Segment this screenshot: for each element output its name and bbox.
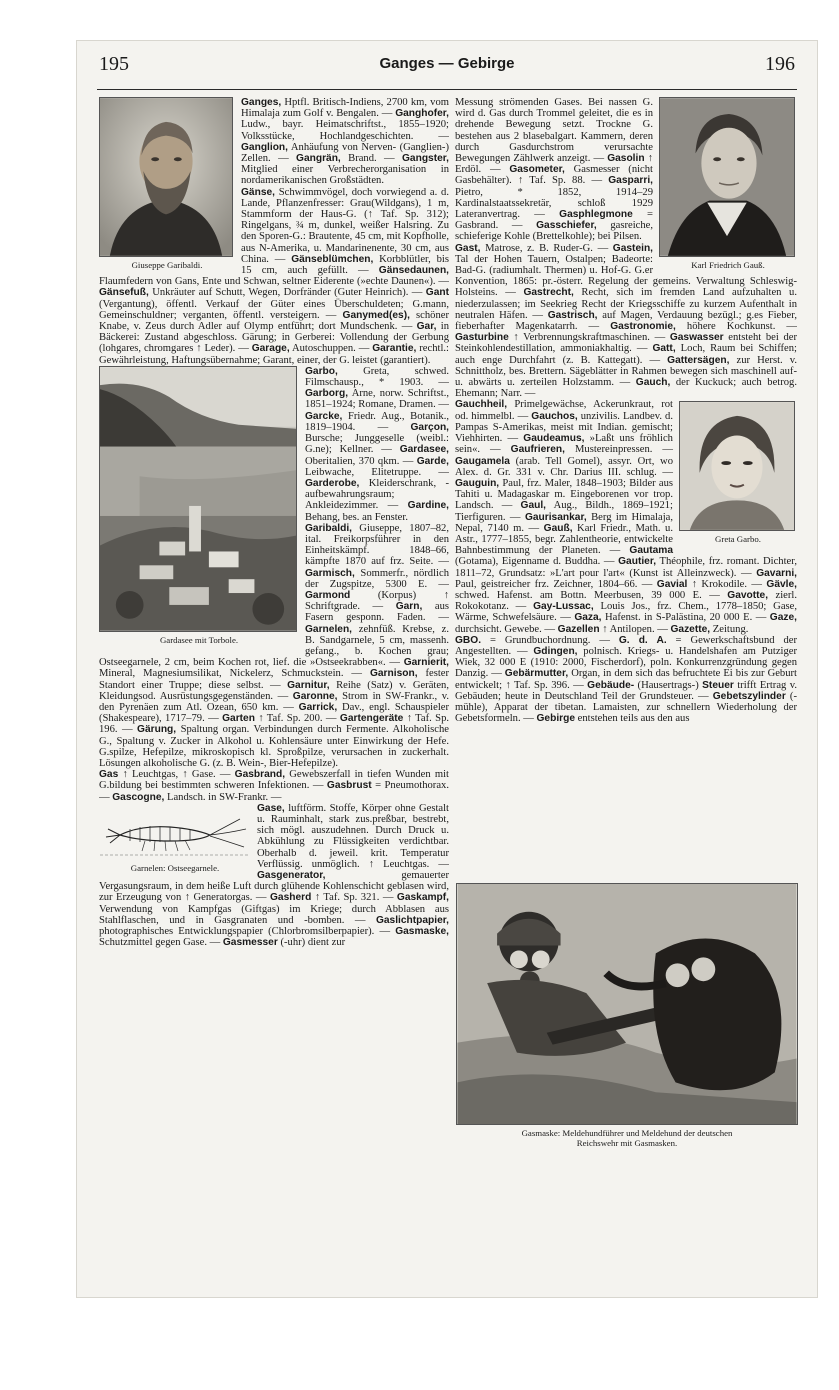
entry-gasmesser-cont: Messung strömenden Gases. Bei nassen G. wird d. Gas durch Trommel geleitet, die es in drehende Bewegung setzt. Trockne G. bestehen aus 2 blasebalgart. Kammern, deren durch Gasdurchstrom verursachte Bewegungen Zählwerk anzeigt. — Gasolin ↑ Erdöl. — Gasometer, Gasmesser (nicht Gasbehälter). ↑ Taf. Sp. 88. — Gasparri, Pietro, * 1852, 1914–29 Kardinalstaatssekretär, schloß 1929 Lateranvertrag. — Gasphlegmone = Gasbrand. — Gasschiefer, gasreiche, schieferige Kohle (Brettelkohle); bei Pilsen. xyxy=(455,97,654,243)
gasmaske-photo xyxy=(456,883,798,1125)
page-number-left: 195 xyxy=(99,53,129,75)
right-column xyxy=(455,97,797,872)
entry-ganges: Ganges, Hptfl. Britisch-Indiens, 2700 km, vom Himalaja zum Golf v. Bengalen. — Ganghofer, Ludw., bayr. Heimatschriftst., 1855–1920; Volksstücke, Hochlandgeschichten. — Ganglion, Anhäufung von Nerven- (Ganglien-) Zellen. — Gangrän, Brand. — Gangster, Mitglied einer Verbrecherorganisation in nordamerikanischen Großstädten. xyxy=(241,97,449,187)
gardasee-photo xyxy=(99,366,297,632)
page-header xyxy=(77,51,817,81)
garibaldi-portrait xyxy=(99,97,233,257)
entry-garbo: Garbo, Greta, schwed. Filmschausp., * 1903. — Garborg, Arne, norw. Schriftst., 1851–1924; Romane, Dramen. — Garcke, Friedr. Aug., Botanik., 1819–1904. — Garçon, Bursche; Junggeselle (weibl.: G.ne); Kellner. — Gardasee, Oberitalien, 370 qkm. — Garde, Leibwache, Elitetruppe. — Garderobe, Kleiderschrank, -aufbewahrungsraum; Ankleidezimmer. — Gardine, Behang, bes. an Fenster. xyxy=(305,365,449,523)
header-rule xyxy=(97,89,797,90)
entry-gast: Gast, Matrose, z. B. Ruder-G. — Gastein, Tal der Hohen Tauern, Ostalpen; Badeorte: Bad-G. (radiumhalt. Thermen) u. Hof-G. G.er Konvention, 1865: pr.-österr. Regelung der gemeins. Verwaltung Schleswig-Holsteins. — Gastrecht, Recht, sich im fremden Land aufzuhalten u. niederzulassen; im Seekrieg Recht der Kriegsschiffe zu kurzem Aufenthalt in neutralen Häfen. — Gastrisch, auf Magen, Verdauung bezügl.; g.es Fieber, fieberhafter Magenkatarrh. — Gastronomie, höhere Kochkunst. — Gasturbine ↑ Verbrennungskraftmaschinen. — Gaswasser entsteht bei der Steinkohlendestillation, ammoniakhaltig. — Gatt, Loch, Raum bei Schiffen; auch enge Durchfahrt (z. B. Kattegatt). — Gattersägen, zur Herst. v. Schnittholz, bes. Brettern. Sägeblätter in Rahmen bewegen sich maschinell auf- u. abwärts u. zerteilen Holzstamm. — Gauch, der Kuckuck; auch betrog. Ehemann; Narr. — xyxy=(455,242,797,400)
gauss-portrait xyxy=(659,97,795,257)
entry-gauchheil: Gauchheil, Primelgewächse, Ackerunkraut, rot od. himmelbl. — Gauchos, unzivilis. Landbev. d. Pampas S-Amerikas, meist mit Indian. gemischt; Viehhirten. — Gaudeamus, »Laßt uns fröhlich sein«. — Gaufrieren, Mustereinpressen. — Gaugamela (arab. Tell Gomel), assyr. Ort, wo Alex. d. Gr. 331 v. Chr. Darius III. schlug. — Gauguin, Paul, frz. Maler, 1848–1903; Bilder aus Tahiti u. Madagaskar m. Eingeborenen vor trop. Landsch. — Gaul, Aug., Bildh., 1869–1921; Tierfiguren. — Gaurisankar, Berg im Himalaja, Nepal, 7140 m. — Gauß, Karl Friedr., Math. u. Astr., 1777–1855, begr. Zahlentheorie, entwickelte Bahnbestimmung der Planeten. — Gautama (Gotama), Eigenname d. Buddha. — Gautier, Théophile, frz. romant. Dichter, 1811–72, Grundsatz: »L'art pour l'art« (Kunst ist Alleinzweck). — Gavarni, Paul, geistreicher frz. Zeichner, 1804–66. — Gavial ↑ Krokodile. — Gävle, schwed. Hafenst. am Bottn. Meerbusen, 39 000 E. — Gavotte, zierl. Rokokotanz. — Gay-Lussac, Louis Jos., frz. Chem., 1778–1850; Gase, Wärme, Schwefelsäure. — Gaza, Hafenst. in S-Palästina, 20 000 E. — Gaze, durchsicht. Gewebe. — Gazellen ↑ Antilopen. — Gazette, Zeitung. xyxy=(455,399,797,635)
garbo-portrait xyxy=(679,401,795,531)
entry-gas: Gas ↑ Leuchtgas, ↑ Gase. — Gasbrand, Gewebszerfall in tiefen Wunden mit G.bildung bei bestimmten schweren Infektionen. — Gasbrust = Pneumothorax. — Gascogne, Landsch. in SW-Frankr. — xyxy=(99,769,449,803)
figure-gardasee xyxy=(99,366,299,645)
shrimp-drawing xyxy=(100,807,250,857)
figure-garibaldi xyxy=(99,97,235,270)
caption-gasmaske-1: Gasmaske: Meldehundführer und Meldehund der deutschen xyxy=(521,1128,733,1138)
caption-gardasee: Gardasee mit Torbole. xyxy=(159,634,239,645)
caption-gauss: Karl Friedrich Gauß. xyxy=(691,260,765,270)
entry-garibaldi: Garibaldi, Giuseppe, 1807–82, ital. Freikorpsführer in den Einheitskämpf. 1848–66, kämpfte 1870 auf frz. Seite. — Garmisch, Sommerfr., nördlich der Zugspitze, 5300 E. — Garmond (Korpus) ↑ Schriftgrade. — Garn, aus Fasern gesponn. Faden. — Garnelen, zehnfüß. Krebse, z. B. Sandgarnele, 5 cm, massenh. gefang., b. Kochen grau; Ostseegarnele, 2 cm, beim Kochen rot, lief. die »Ostseekrabben«. — Garnierit, Mineral, Magnesiumsilikat, Nickelerz, Schmuckstein. — Garnison, fester Standort einer Truppe; diese selbst. — Garnitur, Reihe (Satz) v. Geräten, Kleidungsod. Ausrüstungsgegenständen. — Garonne, Strom in SW-Frankr., v. den Pyrenäen zum Atl. Ozean, 650 km. — Garrick, Dav., engl. Schauspieler (Shakespeare), 1717–79. — Garten ↑ Taf. Sp. 200. — Gartengeräte ↑ Taf. Sp. 196. — Gärung, Spaltung organ. Verbindungen durch Fermente. Alkoholische G., Spaltung v. Zucker in Alkohol u. Kohlensäure unter Einwirkung der Hefe. G.spilze, Hefepilze, mikroskopisch kl. Sproßpilze, verursachen in zuckerhalt. Lösungen alkoholische G. (z. B. Wein-, Bier-Hefepilze). xyxy=(99,522,449,769)
figure-gauss xyxy=(659,97,797,270)
caption-garibaldi: Giuseppe Garibaldi. xyxy=(131,260,203,270)
caption-garbo: Greta Garbo. xyxy=(715,534,761,545)
figure-garnelen xyxy=(99,807,251,873)
running-head: Ganges — Gebirge xyxy=(379,55,515,72)
left-column xyxy=(99,97,449,1212)
page-number-right: 196 xyxy=(765,53,795,75)
entry-gbo: GBO. = Grundbuchordnung. — G. d. A. = Gewerkschaftsbund der Angestellten. — Gdingen, polnisch. Kriegs- u. Handelshafen am Putziger Wiek, 32 000 E (1910: 2000, Fischerdorf), poln. Konkurrenzgründung gegen Danzig. — Gebärmutter, Organ, in dem sich das befruchtete Ei bis zur Geburt entwickelt; ↑ Taf. Sp. 396. — Gebäude- (Hausertrags-) Steuer trifft Ertrag v. Gebäuden; heute in Deutschland Teil der Grundsteuer. — Gebetszylinder (-mühle), Apparat der tibetan. Lamaisten, zur schnellern Wiederholung der Gebetsformeln. — Gebirge entstehen teils aus den aus xyxy=(455,634,797,725)
entry-gase: Gase, luftförm. Stoffe, Körper ohne Gestalt u. Rauminhalt, stark zus.preßbar, bestrebt, sich mögl. auszudehnen. Durch Druck u. Abkühlung zu Flüssigkeiten verdichtbar. Oberhalb d. jeweil. krit. Temperatur Verflüssig. unmöglich. ↑ Leuchtgas. — Gasgenerator, gemauerter Vergasungsraum, in dem heiße Luft durch glühende Kohlenschicht geblasen wird, zur Erzeugung von ↑ Generatorgas. — Gasherd ↑ Taf. Sp. 321. — Gaskampf, Verwendung von Kampfgas (Giftgas) im Kriege; durch Abblasen aus Stahlflaschen, und in Gasgranaten und -bomben. — Gaslichtpapier, photographisches Entwicklungspapier (Chlorbromsilberpapier). — Gasmaske, Schutzmittel gegen Gase. — Gasmesser (-uhr) dient zur xyxy=(99,802,449,949)
entry-gaense: Gänse, Schwimmvögel, doch vorwiegend a. d. Lande, Pflanzenfresser: Grau(Wildgans), 1 m, Stammform der Haus-G. (↑ Taf. Sp. 312); Ringelgans, ¾ m, dunkel, weißer Halsring. Zu den Sporen-G.: Brautente, 45 cm, mit Kopfholle, aus N-Amerika, u. Mandarinenente, 30 cm, aus China. — Gänseblümchen, Korbblütler, bis 15 cm, auch gefüllt. — Gänsedaunen, Flaumfedern von Gans, Ente und Schwan, seltner Eiderente (»echte Daunen«). — Gänsefuß, Unkräuter auf Schutt, Wegen, Dorfränder (Guter Heinrich). — Gant (Vergantung), öffentl. Verkauf der Güter eines Überschuldeten; G.mann, Gemeinschuldner; verganten, öffentl. versteigern. — Ganymed(es), schöner Knabe, v. Zeus durch Adler auf Olymp entführt; dort Mundschenk. — Gar, in Bäckerei: Zustand abgeschloss. Gärung; in Gerberei: Vollendung der Gerbung (lohgares, chromgares ↑ Leder). — Garage, Autoschuppen. — Garantie, rechtl.: Gewährleistung, Haftungsübernahme; Garant, einer, der G. leistet (garantiert). xyxy=(99,186,449,366)
figure-gasmaske xyxy=(455,883,799,1148)
caption-garnelen: Garnelen: Ostseegarnele. xyxy=(130,863,220,873)
caption-gasmaske-2: Reichswehr mit Gasmasken. xyxy=(576,1138,678,1148)
figure-garbo xyxy=(679,401,797,544)
dictionary-page xyxy=(76,40,818,1298)
